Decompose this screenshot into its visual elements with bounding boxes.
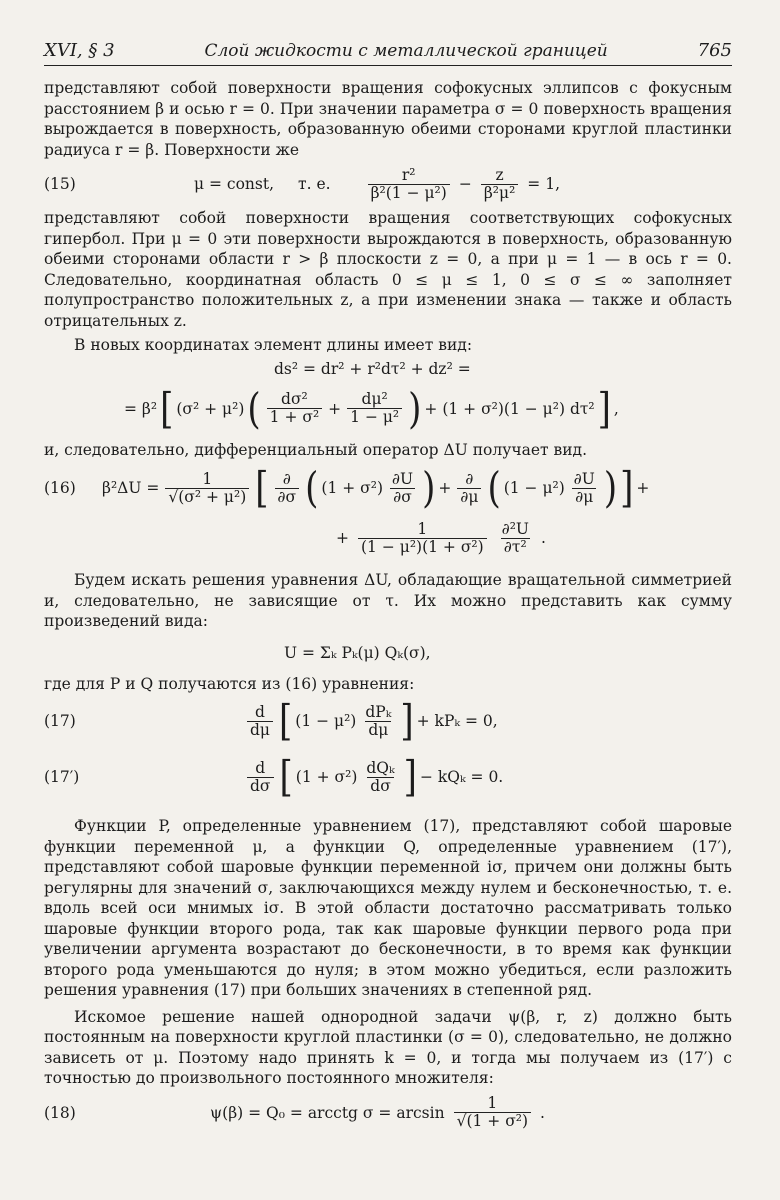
equation-part: . (540, 529, 546, 547)
equation-label: (15) (44, 175, 76, 193)
denominator: ∂σ (390, 488, 415, 506)
equation-17 (44, 694, 732, 748)
bracket: ) (408, 383, 422, 434)
equation-part: μ = const, (194, 175, 275, 193)
bracket: ] (597, 383, 611, 434)
paragraph: Искомое решение нашей однородной задачи ψ(β, r, z) должно быть постоянным на поверхности круглой пластинки (σ = 0), следовательно, не должно зависеть от μ. Поэтому надо принять k = 0, и тогда мы получаем из (17′) с точностью до произвольного постоянного множителя: (44, 1007, 732, 1087)
fraction (165, 471, 249, 506)
numerator: dσ² (281, 390, 308, 408)
denominator: (1 − μ²)(1 + σ²) (358, 538, 487, 556)
equation-18 (44, 1089, 732, 1137)
fraction (457, 471, 481, 506)
bracket: ( (247, 383, 261, 434)
operator: + (336, 529, 349, 547)
page-number: 765 (697, 40, 732, 61)
equation-part: (1 − μ²) (503, 479, 565, 497)
fraction (481, 167, 518, 202)
equation-part: U = Σₖ Pₖ(μ) Qₖ(σ), (284, 643, 431, 662)
numerator: ∂ (465, 469, 474, 488)
equation-17-prime (44, 748, 732, 806)
fraction (389, 471, 416, 506)
denominator: ∂σ (275, 488, 300, 506)
equation-16-line-2 (44, 516, 732, 560)
fraction (571, 471, 598, 506)
fraction (247, 760, 274, 795)
fraction (362, 704, 394, 739)
numerator: 1 (202, 469, 213, 488)
fraction (363, 760, 397, 795)
fraction (275, 471, 300, 506)
fraction (454, 1095, 531, 1130)
equation-part: (1 + σ²) (295, 768, 358, 786)
operator: + (438, 479, 452, 497)
denominator: β²(1 − μ²) (368, 184, 450, 202)
denominator: 1 + σ² (267, 408, 323, 426)
bracket: ( (305, 463, 319, 513)
denominator: ∂μ (572, 488, 596, 506)
sum-equation (44, 632, 732, 674)
equation-16 (44, 460, 732, 516)
bracket: ] (403, 752, 417, 802)
equation-label: (17) (44, 712, 76, 730)
numerator: dQₖ (366, 758, 395, 777)
denominator: ∂μ (457, 488, 481, 506)
equation-part: , (613, 399, 619, 418)
equation-part: ψ(β) = Q₀ = arcctg σ = arcsin (210, 1103, 445, 1122)
numerator: d (255, 702, 265, 721)
bracket: [ (255, 463, 269, 513)
operator: − (458, 175, 472, 193)
running-title: Слой жидкости с металлической границей (204, 41, 608, 61)
denominator: dσ (367, 777, 394, 795)
line-element-equation-1 (44, 356, 732, 382)
numerator: 1 (417, 519, 428, 538)
equation-part: т. е. (298, 175, 331, 193)
equation-part: (σ² + μ²) (176, 399, 245, 418)
equation-part: = 1, (527, 175, 560, 193)
numerator: ∂ (282, 469, 291, 488)
denominator: 1 − μ² (347, 408, 402, 426)
fraction (499, 521, 532, 556)
denominator: β²μ² (481, 184, 518, 202)
running-header (44, 40, 732, 66)
fraction (358, 521, 487, 556)
paragraph: Функции P, определенные уравнением (17), представляют собой шаровые функции переменной μ, а функции Q, определенные уравнением (17′), представляют собой шаровые функции переменной iσ, причем они должны быть регулярны для значений σ, заключающихся между нулем и бесконечностью, т. е. вдоль всей оси мнимых iσ. В этой области достаточно рассматривать только шаровые функции второго рода, так как шаровые функции первого рода при увеличении аргумента возрастают до бесконечности, в то время как функции второго рода уменьшаются до нуля; в этом можно убедиться, если разложить решения уравнения (17) при больших значениях в степенной ряд. (44, 817, 732, 999)
equation-15 (44, 160, 732, 208)
numerator: ∂U (392, 469, 414, 488)
fraction (267, 391, 323, 426)
numerator: dμ² (361, 390, 388, 408)
equation-part: + (1 + σ²)(1 − μ²) dτ² (424, 399, 595, 418)
fraction (368, 167, 450, 202)
denominator: dσ (247, 777, 274, 795)
equation-part: (1 + σ²) (321, 479, 383, 497)
bracket: ] (620, 463, 634, 513)
denominator: dμ (247, 721, 273, 739)
bracket: [ (279, 752, 293, 802)
bracket: ) (422, 463, 436, 513)
paragraph: представляют собой поверхности вращения софокусных эллипсов с фокусным расстоянием β и осью r = 0. При значении параметра σ = 0 поверхность вращения вырождается в поверхность, образованную обеими сторонами круглой пластинки радиуса r = β. Поверхности же (44, 79, 732, 159)
denominator: dμ (365, 721, 391, 739)
numerator: dPₖ (365, 702, 392, 721)
paragraph: В новых координатах элемент длины имеет вид: (74, 336, 473, 354)
chapter-reference: XVI, § 3 (44, 40, 115, 61)
denominator: √(σ² + μ²) (165, 488, 249, 506)
bracket: ) (603, 463, 618, 513)
paragraph: и, следовательно, дифференциальный оператор ΔU получает вид. (44, 440, 588, 459)
fraction (247, 704, 273, 739)
bracket: ( (487, 463, 501, 513)
denominator: ∂τ² (501, 538, 530, 556)
paragraph: представляют собой поверхности вращения соответствующих софокусных гипербол. При μ = 0 эти поверхности вырождаются в поверхность, образованную обеими сторонами области r > β плоскости z = 0, а при μ = 1 — в ось r = 0. Следовательно, координатная область 0 ≤ μ ≤ 1, 0 ≤ σ ≤ ∞ заполняет полупространство положительных z, а при изменении знака — также и область отрицательных z. (44, 209, 732, 330)
equation-part: = β² (124, 399, 158, 418)
equation-part: ds² = dr² + r²dτ² + dz² = (274, 359, 471, 378)
equation-label: (17′) (44, 768, 80, 786)
equation-part: (1 − μ²) (295, 712, 357, 730)
line-element-equation-2 (44, 382, 732, 436)
numerator: ∂²U (501, 519, 529, 538)
numerator: r² (401, 165, 416, 184)
operator: + (636, 479, 650, 497)
paragraph: Будем искать решения уравнения ΔU, обладающие вращательной симметрией и, следовательно, не зависящие от τ. Их можно представить как сумму произведений вида: (44, 571, 732, 630)
equation-label: (16) (44, 479, 76, 497)
numerator: 1 (487, 1094, 498, 1112)
operator: + (328, 399, 342, 418)
equation-part: . (540, 1103, 545, 1122)
bracket: [ (279, 696, 293, 746)
bracket: ] (400, 696, 414, 746)
equation-part: − kQₖ = 0. (419, 768, 504, 786)
bracket: [ (160, 383, 174, 434)
numerator: ∂U (573, 469, 595, 488)
equation-label: (18) (44, 1103, 76, 1122)
paragraph: где для P и Q получаются из (16) уравнения: (44, 674, 415, 693)
denominator: √(1 + σ²) (454, 1112, 531, 1130)
numerator: z (495, 165, 504, 184)
numerator: d (255, 758, 266, 777)
fraction (347, 391, 402, 426)
equation-part: β²ΔU = (102, 479, 160, 497)
equation-part: + kPₖ = 0, (416, 712, 498, 730)
